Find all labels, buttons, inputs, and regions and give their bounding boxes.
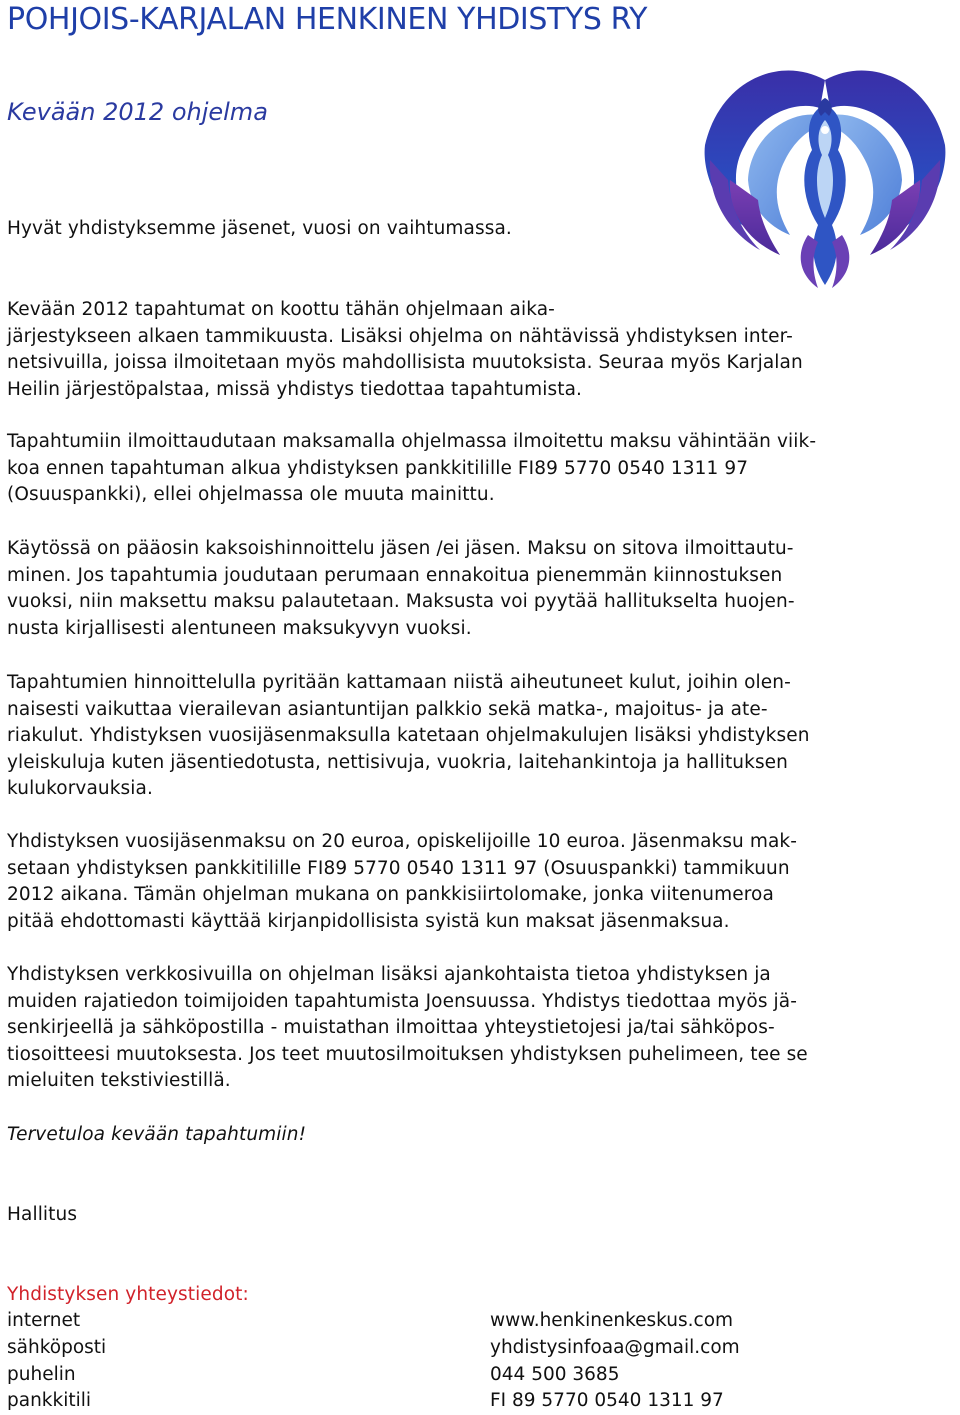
paragraph-membership-fee (7, 829, 797, 935)
contact-label: internet (7, 1310, 81, 1331)
paragraph-line: Heilin järjestöpalstaa, missä yhdistys tiedottaa tapahtumista. (7, 378, 582, 400)
paragraph-intro (7, 297, 803, 403)
paragraph-line: 2012 aikana. Tämän ohjelman mukana on pankkisiirtolomake, jonka viitenumeroa (7, 884, 774, 906)
paragraph-line: järjestykseen alkaen tammikuusta. Lisäksi ohjelma on nähtävissä yhdistyksen inter- (7, 325, 793, 347)
paragraph-line: kulukorvauksia. (7, 778, 153, 800)
paragraph-line: tiosoitteesi muutoksesta. Jos teet muutosilmoituksen yhdistyksen puhelimeen, tee se (7, 1043, 808, 1065)
paragraph-line: pitää ehdottomasti käyttää kirjanpidollisista syistä kun maksat jäsenmaksua. (7, 910, 730, 932)
paragraph-line: Kevään 2012 tapahtumat on koottu tähän ohjelmaan aika- (7, 299, 555, 320)
paragraph-line: naisesti vaikuttaa vierailevan asiantuntijan palkkio sekä matka-, majoitus- ja ate- (7, 698, 768, 720)
paragraph-line: riakulut. Yhdistyksen vuosijäsenmaksulla katetaan ohjelmakulujen lisäksi yhdistyksen (7, 725, 810, 747)
paragraph-line: vuoksi, niin maksettu maksu palautetaan. Maksusta voi pyytää hallitukselta huojen- (7, 591, 795, 613)
paragraph-line: Yhdistyksen verkkosivuilla on ohjelman lisäksi ajankohtaista tietoa yhdistyksen ja (7, 964, 771, 985)
paragraph-line: (Osuuspankki), ellei ohjelmassa ole muuta mainittu. (7, 484, 495, 506)
paragraph-line: Tapahtumiin ilmoittaudutaan maksamalla ohjelmassa ilmoitettu maksu vähintään viik- (7, 431, 817, 452)
paragraph-website (7, 962, 808, 1095)
greeting-text: Hyvät yhdistyksemme jäsenet, vuosi on vaihtumassa. (7, 218, 512, 239)
paragraph-line: nusta kirjallisesti alentuneen maksukyvyn vuoksi. (7, 617, 472, 639)
contact-label: pankkitili (7, 1390, 92, 1411)
welcome-text: Tervetuloa kevään tapahtumiin! (7, 1124, 307, 1145)
contact-label: puhelin (7, 1364, 76, 1385)
paragraph-line: Tapahtumien hinnoittelulla pyritään kattamaan niistä aiheutuneet kulut, joihin olen- (7, 672, 791, 693)
contact-phone: 044 500 3685 (490, 1364, 620, 1385)
paragraph-line: yleiskuluja kuten jäsentiedotusta, nettisivuja, vuokria, laitehankintoja ja hallituksen (7, 751, 788, 773)
page-title: POHJOIS-KARJALAN HENKINEN YHDISTYS RY (7, 2, 648, 37)
contacts-heading: Yhdistyksen yhteystiedot: (7, 1284, 249, 1305)
contact-label: sähköposti (7, 1337, 107, 1358)
paragraph-line: muiden rajatiedon toimijoiden tapahtumista Joensuussa. Yhdistys tiedottaa myös jä- (7, 990, 797, 1012)
paragraph-line: minen. Jos tapahtumia joudutaan perumaan ennakoitua pienemmän kiinnostuksen (7, 564, 783, 586)
contact-email-link[interactable]: yhdistysinfoaa@gmail.com (490, 1337, 740, 1358)
contact-bank-account: FI 89 5770 0540 1311 97 (490, 1390, 724, 1411)
paragraph-line: Yhdistyksen vuosijäsenmaksu on 20 euroa, opiskelijoille 10 euroa. Jäsenmaksu mak- (7, 831, 798, 852)
paragraph-line: setaan yhdistyksen pankkitilille FI89 5770 0540 1311 97 (Osuuspankki) tammikuun (7, 857, 790, 879)
paragraph-line: netsivuilla, joissa ilmoitetaan myös mahdollisista muutoksista. Seuraa myös Karjalan (7, 352, 803, 374)
paragraph-line: Käytössä on pääosin kaksoishinnoittelu jäsen /ei jäsen. Maksu on sitova ilmoittautu- (7, 538, 794, 559)
paragraph-line: koa ennen tapahtuman alkua yhdistyksen pankkitilille FI89 5770 0540 1311 97 (7, 457, 749, 479)
signature-text: Hallitus (7, 1204, 78, 1225)
phoenix-logo-icon (700, 60, 950, 292)
paragraph-pricing (7, 536, 795, 642)
paragraph-costs (7, 670, 810, 803)
paragraph-registration (7, 429, 816, 509)
paragraph-line: mieluiten tekstiviestillä. (7, 1070, 231, 1092)
contact-website-link[interactable]: www.henkinenkeskus.com (490, 1310, 734, 1331)
paragraph-line: senkirjeellä ja sähköpostilla - muistathan ilmoittaa yhteystietojesi ja/tai sähköpos- (7, 1017, 775, 1039)
program-subtitle: Kevään 2012 ohjelma (7, 98, 268, 126)
